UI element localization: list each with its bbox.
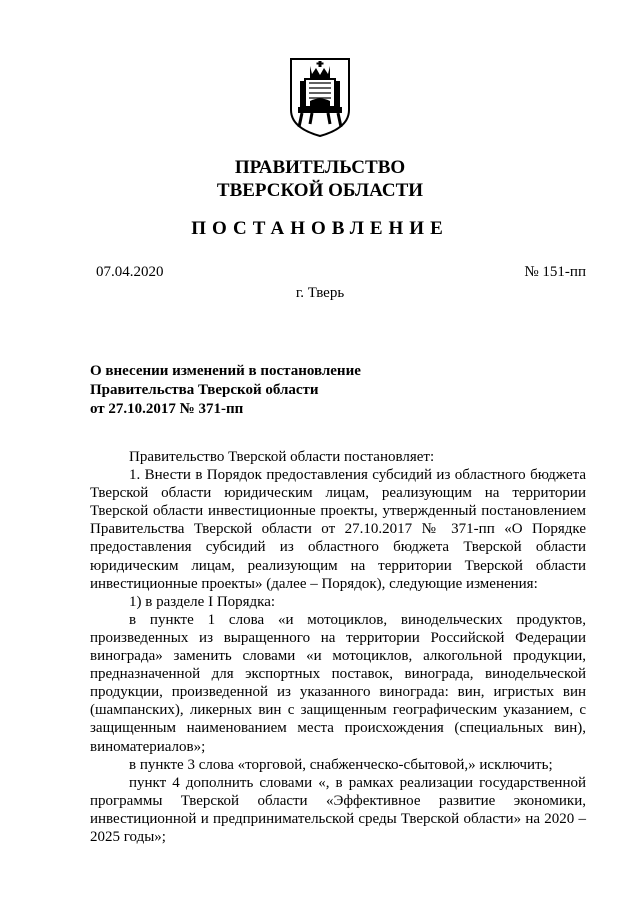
subject-line2: Правительства Тверской области <box>90 382 319 398</box>
org-title-line2: ТВЕРСКОЙ ОБЛАСТИ <box>216 180 424 201</box>
document-subject <box>90 362 470 419</box>
subject-line3: от 27.10.2017 № 371-пп <box>90 401 244 417</box>
subject-line1: О внесении изменений в постановление <box>90 363 361 379</box>
document-body <box>90 448 586 846</box>
body-paragraph-point-1: в пункте 1 слова «и мотоциклов, винодельческих продуктов, произведенных из выращенного на территории Российской Федерации винограда» заменить словами «и мотоциклов, алкогольной продукции, предназначенной для экспортных поставок, винограда, винодельческой продукции, произведенной из указанного винограда: вин, игристых вин (шампанских), ликерных вин с защищенным географическим указанием, с защищенным наименованием места происхождения (специальных вин), виноматериалов»; <box>90 611 586 755</box>
document-type-title: ПОСТАНОВЛЕНИЕ <box>191 218 449 239</box>
body-paragraph-point-3: в пункте 3 слова «торговой, снабженческо-сбытовой,» исключить; <box>129 756 553 773</box>
document-date: 07.04.2020 <box>96 264 164 280</box>
body-paragraph-section-1: 1) в разделе I Порядка: <box>129 593 276 610</box>
body-paragraph-item-1: 1. Внести в Порядок предоставления субсидий из областного бюджета Тверской области юридическим лицам, реализующим на территории Тверской области инвестиционные проекты, утвержденный постановлением Правительства Тверской области от 27.10.2017 № 371-пп «О Порядке предоставления субсидий из областного бюджета Тверской области юридическим лицам, реализующим на территории Тверской области инвестиционные проекты» (далее – Порядок), следующие изменения: <box>90 467 586 592</box>
org-title-line1: ПРАВИТЕЛЬСТВО <box>234 157 406 178</box>
body-paragraph-point-4: пункт 4 дополнить словами «, в рамках реализации государственной программы Тверской области «Эффективное развитие экономики, инвестиционной и предпринимательской среды Тверской области» на 2020 – 2025 годы»; <box>90 774 586 845</box>
coat-of-arms-tver-icon <box>288 56 352 138</box>
document-number: № 151-пп <box>524 264 586 280</box>
document-city: г. Тверь <box>295 285 345 301</box>
body-paragraph-resolution: Правительство Тверской области постановляет: <box>129 449 435 465</box>
